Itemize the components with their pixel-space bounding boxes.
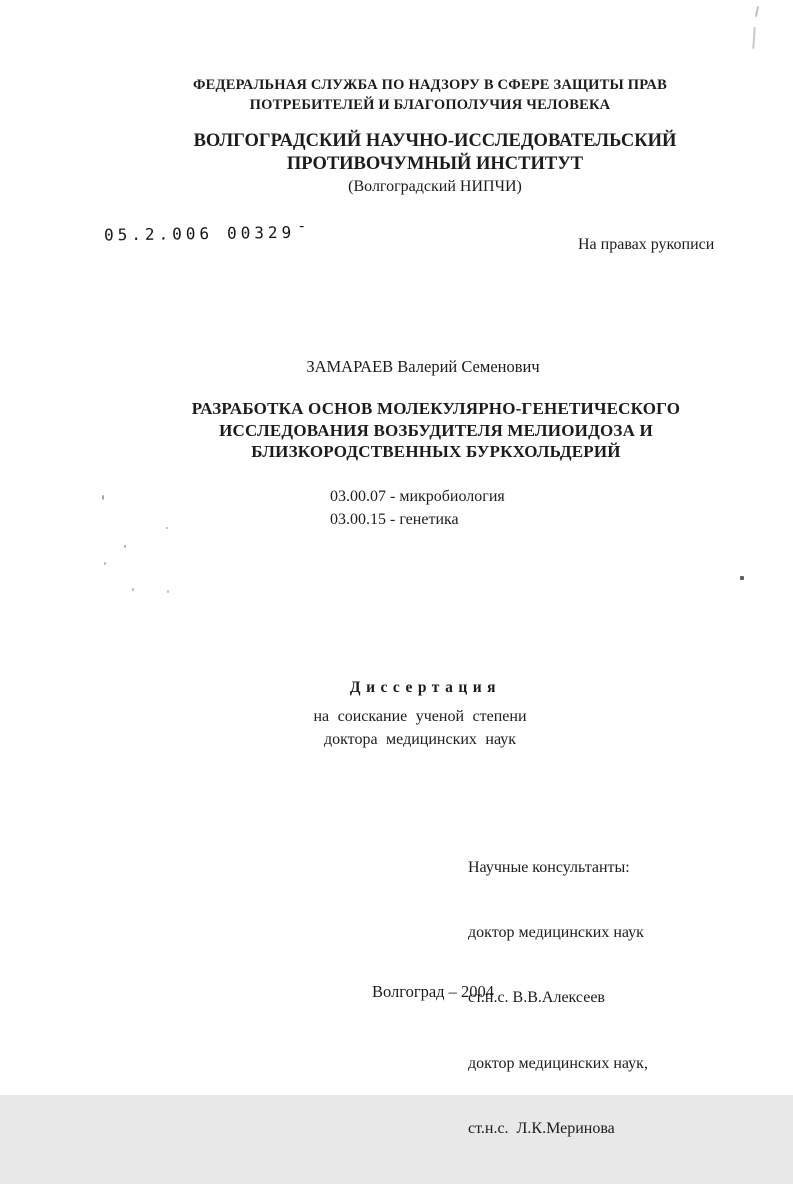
scan-speck [104, 562, 106, 565]
consultants-heading: Научные консультанты: [468, 858, 630, 876]
degree-pursued-line1: на соискание ученой степени [313, 708, 527, 725]
city-year-imprint: Волгоград – 2004 [371, 982, 495, 1001]
thesis-type-heading: Диссертация [349, 679, 502, 696]
pen-mark [752, 27, 756, 49]
pen-mark [755, 6, 759, 17]
dissertation-title [79, 398, 793, 463]
consultant1-degree: доктор медицинских наук [468, 923, 644, 941]
dissertation-title-line3: БЛИЗКОРОДСТВЕННЫХ БУРКХОЛЬДЕРИЙ [251, 442, 621, 461]
degree-pursued [47, 706, 793, 751]
dissertation-title-line1: РАЗРАБОТКА ОСНОВ МОЛЕКУЛЯРНО-ГЕНЕТИЧЕСКОГО [191, 399, 681, 418]
institute-abbreviation: (Волгоградский НИПЧИ) [348, 178, 522, 195]
specialty-codes [330, 486, 505, 531]
dissertation-title-line2: ИССЛЕДОВАНИЯ ВОЗБУДИТЕЛЯ МЕЛИОИДОЗА И [219, 420, 653, 440]
stamp-number: 00329 [226, 222, 296, 243]
manuscript-rights-note: На правах рукописи [578, 236, 715, 253]
specialty-code-genetics: 03.00.15 - генетика [330, 510, 459, 528]
agency-name [67, 75, 793, 115]
degree-pursued-line2: доктора медицинских наук [323, 730, 517, 748]
consultant1-name: ст.н.с. В.В.Алексеев [468, 989, 605, 1007]
agency-name-line2: ПОТРЕБИТЕЛЕЙ И БЛАГОПОЛУЧИЯ ЧЕЛОВЕКА [249, 97, 611, 113]
scan-speck [740, 576, 744, 580]
scan-speck [166, 527, 168, 529]
scan-speck [124, 545, 126, 548]
agency-name-line1: ФЕДЕРАЛЬНАЯ СЛУЖБА ПО НАДЗОРУ В СФЕРЕ ЗАЩИТЫ ПРАВ [193, 77, 667, 93]
stamp-code: 05.2.006 [103, 223, 214, 245]
stamp-mark: - [297, 216, 311, 235]
consultant2-degree: доктор медицинских наук, [468, 1054, 648, 1072]
specialty-code-microbiology: 03.00.07 - микробиология [330, 488, 505, 505]
institute-name-line2: ПРОТИВОЧУМНЫЙ ИНСТИТУТ [286, 154, 584, 174]
scan-speck [132, 588, 134, 591]
consultant2-name: ст.н.с. Л.К.Меринова [468, 1120, 615, 1138]
institute-name [77, 130, 793, 198]
author-name: ЗАМАРАЕВ Валерий Семенович [306, 357, 540, 376]
scan-speck [102, 495, 104, 500]
inventory-stamp [103, 216, 311, 245]
scan-speck [167, 590, 169, 593]
institute-name-line1: ВОЛГОГРАДСКИЙ НАУЧНО-ИССЛЕДОВАТЕЛЬСКИЙ [193, 131, 677, 151]
